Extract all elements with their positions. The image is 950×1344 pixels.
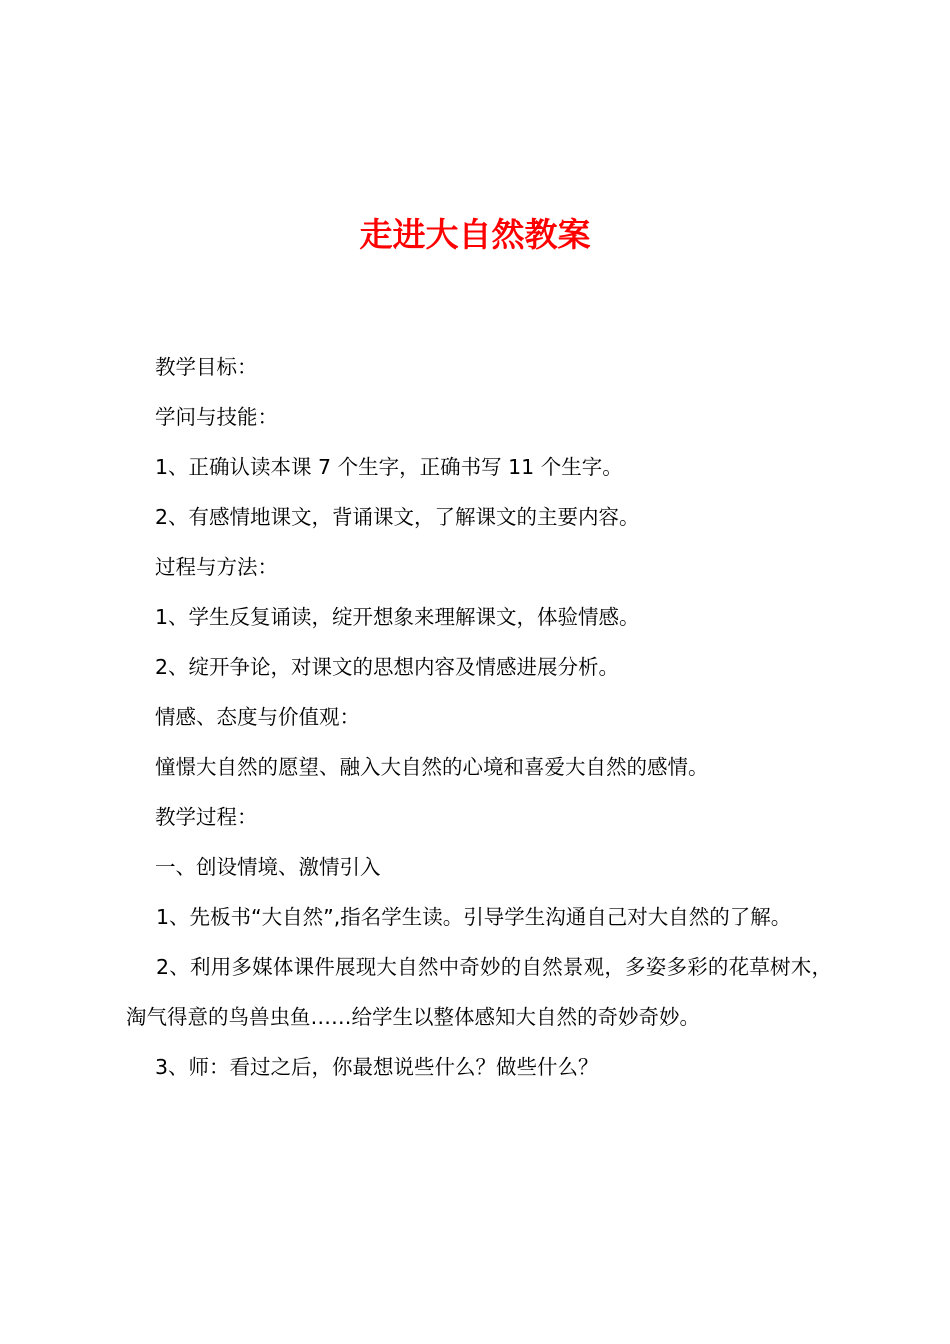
paragraph: 教学过程：	[155, 805, 258, 829]
paragraph: 憧憬大自然的愿望、融入大自然的心境和喜爱大自然的感情。	[155, 755, 709, 779]
paragraph: 3、师：看过之后，你最想说些什么？做些什么？	[155, 1055, 599, 1079]
paragraph: 2、绽开争论，对课文的思想内容及情感进展分析。	[155, 655, 620, 679]
paragraph: 过程与方法：	[155, 555, 278, 579]
paragraph: 1、先板书“大自然”,指名学生读。引导学生沟通自己对大自然的了解。	[156, 905, 792, 929]
paragraph: 2、有感情地课文，背诵课文，了解课文的主要内容。	[155, 505, 640, 529]
paragraph: 2、利用多媒体课件展现大自然中奇妙的自然景观，多姿多彩的花草树木，淘气得意的鸟兽虫鱼……给学生以整体感知大自然的奇妙奇妙。	[126, 955, 832, 1029]
paragraph: 学问与技能：	[155, 405, 278, 429]
paragraph: 一、创设情境、激情引入	[155, 855, 381, 879]
document-body	[126, 342, 832, 1092]
paragraph: 1、学生反复诵读，绽开想象来理解课文，体验情感。	[155, 605, 640, 629]
document-title: 走进大自然教案	[359, 215, 591, 254]
paragraph: 1、正确认读本课 7 个生字，正确书写 11 个生字。	[155, 455, 623, 479]
paragraph: 情感、态度与价值观：	[155, 705, 360, 729]
paragraph: 教学目标：	[155, 355, 258, 379]
